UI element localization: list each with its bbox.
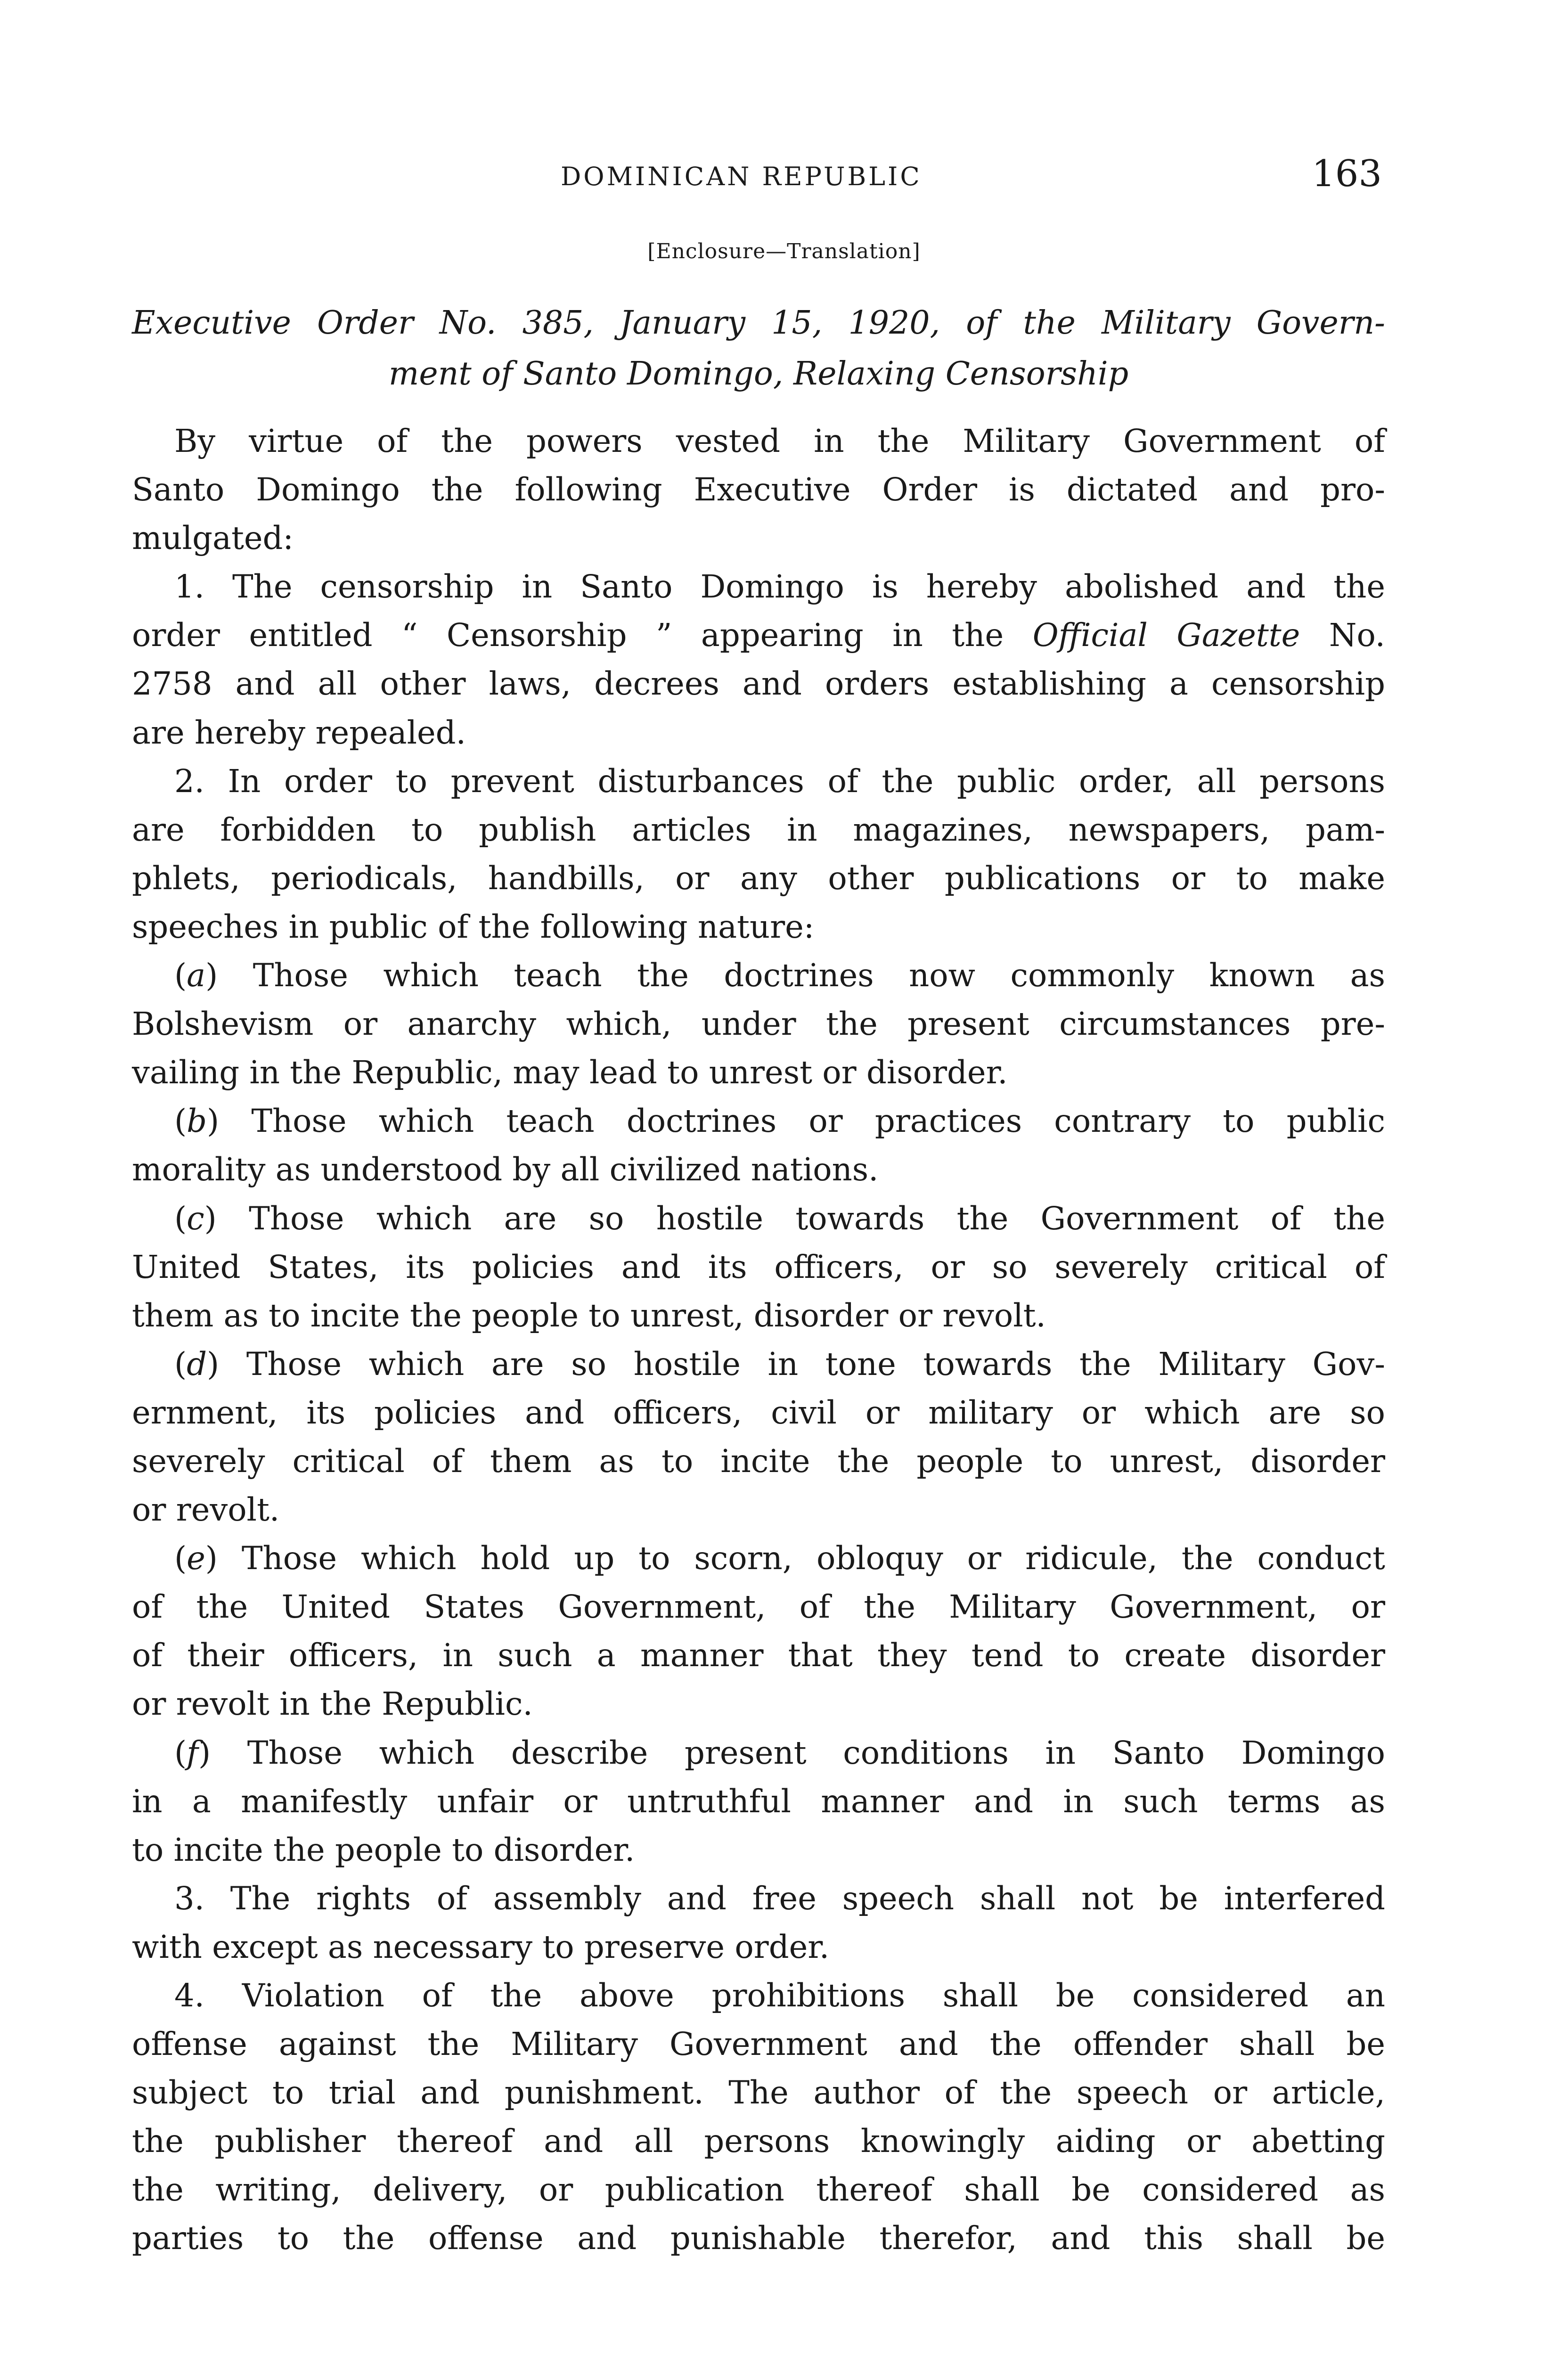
body-line: vailing in the Republic, may lead to unrest or disorder. bbox=[132, 1054, 1008, 1091]
body-line: Santo Domingo the following Executive Order is dictated and pro- bbox=[132, 471, 1385, 508]
enclosure-label: [Enclosure—Translation] bbox=[647, 239, 921, 263]
body-line bbox=[132, 1194, 1385, 1243]
body-line: 4. Violation of the above prohibitions shall be considered an bbox=[174, 1977, 1385, 2014]
body-line: 2758 and all other laws, decrees and orders establishing a censorship bbox=[132, 665, 1385, 703]
clause-label: (b) bbox=[174, 1103, 220, 1140]
body-text: Those which hold up to scorn, obloquy or ridicule, the conduct bbox=[241, 1540, 1385, 1577]
body-line: Bolshevism or anarchy which, under the present circumstances pre- bbox=[132, 1006, 1385, 1043]
body-line: 3. The rights of assembly and free speech shall not be interfered bbox=[174, 1880, 1385, 1917]
body-line bbox=[132, 1097, 1385, 1145]
clause-label: (a) bbox=[174, 957, 218, 994]
page-number: 163 bbox=[1312, 153, 1382, 195]
body-line: of the United States Government, of the Military Government, or bbox=[132, 1588, 1385, 1626]
body-line: to incite the people to disorder. bbox=[132, 1831, 635, 1868]
order-title bbox=[132, 298, 1385, 400]
body-text: Those which teach the doctrines now commonly known as bbox=[253, 957, 1385, 994]
body-line: in a manifestly unfair or untruthful manner and in such terms as bbox=[132, 1783, 1385, 1820]
body-text: Those which are so hostile in tone towards the Military Gov- bbox=[246, 1345, 1385, 1383]
body-line: with except as necessary to preserve order. bbox=[132, 1928, 830, 1965]
body-line: mulgated: bbox=[132, 520, 294, 557]
body-line: severely critical of them as to incite the people to unrest, disorder bbox=[132, 1442, 1385, 1480]
body-line: are hereby repealed. bbox=[132, 714, 466, 751]
body-line: 1. The censorship in Santo Domingo is hereby abolished and the bbox=[174, 568, 1385, 605]
body-line bbox=[132, 1729, 1385, 1777]
clause-label: (f) bbox=[174, 1734, 211, 1771]
body-line: the publisher thereof and all persons knowingly aiding or abetting bbox=[132, 2123, 1385, 2160]
body-text: Those which teach doctrines or practices contrary to public bbox=[251, 1103, 1385, 1140]
body-line bbox=[132, 1340, 1385, 1389]
body-line bbox=[132, 611, 1385, 660]
body-line: are forbidden to publish articles in magazines, newspapers, pam- bbox=[132, 811, 1385, 848]
body-text: order entitled “ Censorship ” appearing in the bbox=[132, 617, 1004, 654]
body-line: or revolt in the Republic. bbox=[132, 1685, 533, 1723]
clause-letter: a bbox=[187, 957, 206, 994]
body-line: 2. In order to prevent disturbances of the public order, all persons bbox=[174, 762, 1385, 800]
body-line: speeches in public of the following nature: bbox=[132, 908, 815, 945]
body-text: No. bbox=[1329, 617, 1385, 654]
body-line bbox=[132, 951, 1385, 1000]
clause-label: (c) bbox=[174, 1200, 217, 1237]
clause-letter: d bbox=[187, 1345, 207, 1383]
body-line: parties to the offense and punishable therefor, and this shall be bbox=[132, 2220, 1385, 2257]
body-line: United States, its policies and its officers, or so severely critical of bbox=[132, 1248, 1385, 1285]
clause-letter: f bbox=[187, 1734, 198, 1771]
order-title-line: Executive Order No. 385, January 15, 1920, of the Military Govern- bbox=[132, 304, 1385, 342]
gazette-name: Official Gazette bbox=[1032, 617, 1300, 654]
clause-letter: e bbox=[187, 1540, 205, 1577]
body-line: of their officers, in such a manner that they tend to create disorder bbox=[132, 1637, 1385, 1674]
clause-label: (d) bbox=[174, 1345, 220, 1383]
clause-label: (e) bbox=[174, 1540, 218, 1577]
body-line: subject to trial and punishment. The author of the speech or article, bbox=[132, 2074, 1385, 2111]
body-line: By virtue of the powers vested in the Military Government of bbox=[174, 423, 1385, 459]
body-line: or revolt. bbox=[132, 1491, 280, 1529]
body-line: the writing, delivery, or publication thereof shall be considered as bbox=[132, 2171, 1385, 2209]
body-line bbox=[132, 1534, 1385, 1583]
order-body bbox=[132, 417, 1385, 2263]
body-line: phlets, periodicals, handbills, or any other publications or to make bbox=[132, 859, 1385, 897]
order-title-line: ment of Santo Domingo, Relaxing Censorship bbox=[388, 355, 1129, 393]
clause-letter: b bbox=[187, 1103, 207, 1140]
running-head: DOMINICAN REPUBLIC bbox=[561, 162, 922, 191]
body-line: ernment, its policies and officers, civil or military or which are so bbox=[132, 1394, 1385, 1431]
body-line: offense against the Military Government and the offender shall be bbox=[132, 2026, 1385, 2063]
clause-letter: c bbox=[187, 1200, 204, 1237]
body-line: morality as understood by all civilized nations. bbox=[132, 1151, 879, 1188]
body-line: them as to incite the people to unrest, disorder or revolt. bbox=[132, 1297, 1046, 1334]
body-text: Those which describe present conditions in Santo Domingo bbox=[247, 1734, 1385, 1771]
body-text: Those which are so hostile towards the Government of the bbox=[249, 1200, 1385, 1237]
